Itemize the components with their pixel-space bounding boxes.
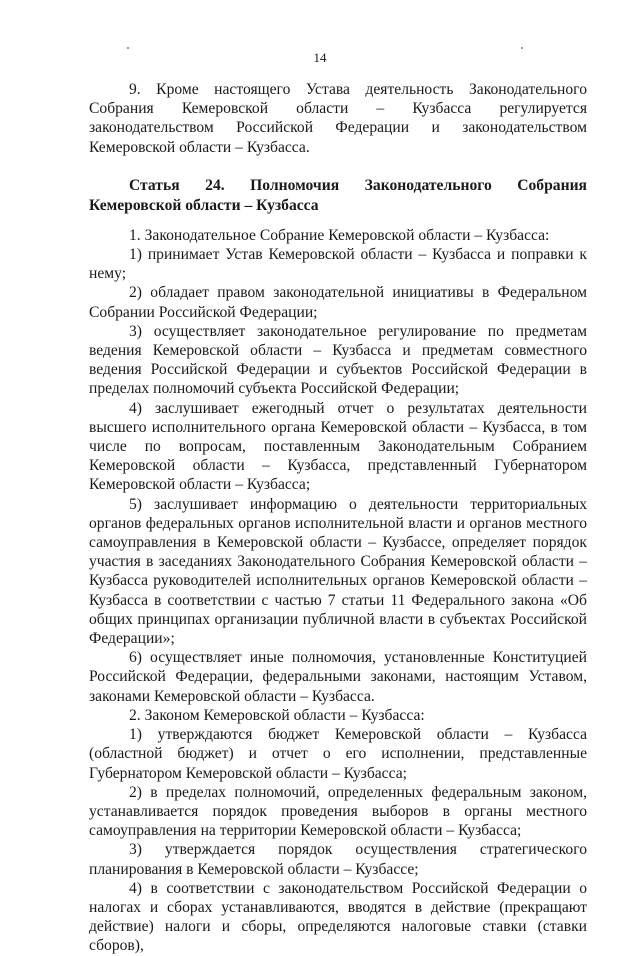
part2-item: 2) в пределах полномочий, определенных федеральным законом, устанавливается порядок проведения выборов в органы местного самоуправления на территории Кемеровской области – Кузбасса; (89, 783, 587, 840)
intro-paragraph: 9. Кроме настоящего Устава деятельность Законодательного Собрания Кемеровской области – Кузбасса регулируется законодательством Российской Федерации и законодательством Кемеровской области – Кузбасса. (89, 81, 587, 156)
part1-item: 3) осуществляет законодательное регулирование по предметам ведения Кемеровской области – Кузбасса и предметам совместного ведения Российской Федерации и субъектов Российской Федерации в пределах полномочий субъекта Российской Федерации; (89, 322, 587, 398)
part2-item: 1) утверждаются бюджет Кемеровской области – Кузбасса (областной бюджет) и отчет о его исполнении, представленные Губернатором Кемеровской области – Кузбасса; (89, 726, 587, 782)
part2-item: 4) в соответствии с законодательством Российской Федерации о налогах и сборах устанавливаются, вводятся в действие (прекращают действие) налоги и сборы, определяются налоговые ставки (ставки сборов), (89, 879, 587, 955)
part1-lead: 1. Законодательное Собрание Кемеровской области – Кузбасса: (129, 226, 550, 244)
page-number: 14 (313, 50, 327, 65)
article-title: Статья 24. Полномочия Законодательного Собрания Кемеровской области – Кузбасса (89, 176, 587, 214)
spacer (89, 157, 587, 176)
part1-item: 4) заслушивает ежегодный отчет о результатах деятельности высшего исполнительного органа Кемеровской области – Кузбасса, в том числе по вопросам, поставленным Законодательным Собранием Кемеровской области – Кузбасса, представленный Губернатором Кемеровской области – Кузбасса; (89, 399, 587, 494)
part2-lead: 2. Законом Кемеровской области – Кузбасса: (129, 706, 425, 724)
document-body (89, 80, 587, 956)
part1-item: 2) обладает правом законодательной инициативы в Федеральном Собрании Российской Федерации; (89, 284, 587, 321)
part2-item: 3) утверждается порядок осуществления стратегического планирования в Кемеровской области – Кузбассе; (89, 841, 587, 878)
spacer (89, 216, 587, 226)
part1-item: 5) заслушивает информацию о деятельности территориальных органов федеральных органов исполнительной власти и органов местного самоуправления в Кемеровской области – Кузбассе, определяет порядок участия в заседаниях Законодательного Собрания Кемеровской области – Кузбасса руководителей исполнительных органов Кемеровской области – Кузбасса в соответствии с частью 7 статьи 11 Федерального закона «Об общих принципах организации публичной власти в субъектах Российской Федерации»; (89, 495, 587, 648)
part1-item: 1) принимает Устав Кемеровской области – Кузбасса и поправки к нему; (89, 246, 587, 283)
scan-speck (127, 47, 129, 49)
scan-speck (521, 47, 523, 49)
part1-item: 6) осуществляет иные полномочия, установленные Конституцией Российской Федерации, федеральными законами, настоящим Уставом, законами Кемеровской области – Кузбасса. (89, 649, 587, 705)
